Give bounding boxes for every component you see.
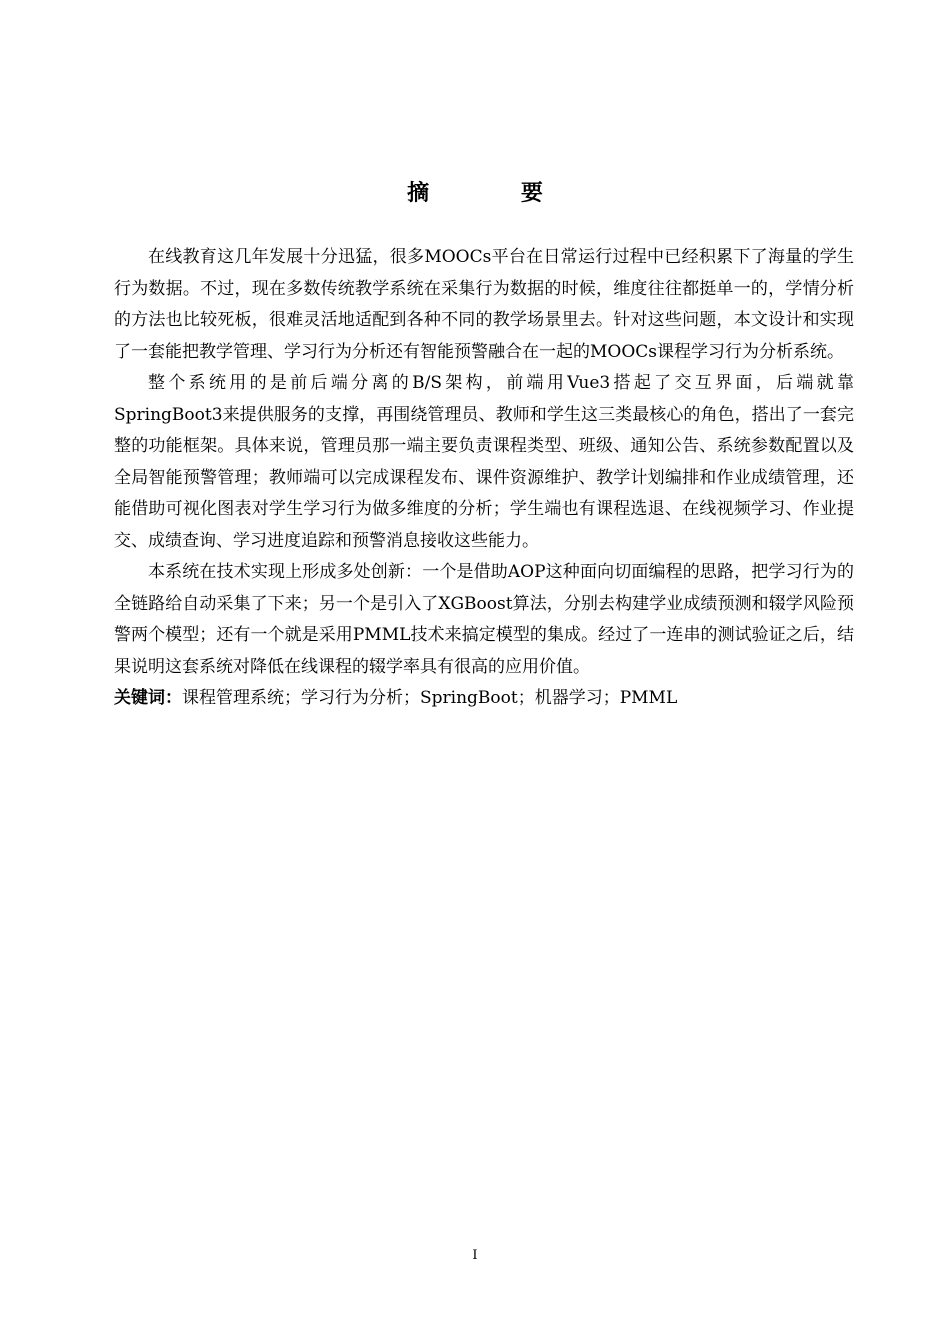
page-number: I [472,1248,478,1263]
abstract-body [114,242,854,715]
abstract-paragraph-2: 整个系统用的是前后端分离的B/S架构，前端用Vue3搭起了交互界面，后端就靠SpringBoot3来提供服务的支撑，再围绕管理员、教师和学生这三类最核心的角色，搭出了一套完整的功能框架。具体来说，管理员那一端主要负责课程类型、班级、通知公告、系统参数配置以及全局智能预警管理；教师端可以完成课程发布、课件资源维护、教学计划编排和作业成绩管理，还能借助可视化图表对学生学习行为做多维度的分析；学生端也有课程选退、在线视频学习、作业提交、成绩查询、学习进度追踪和预警消息接收这些能力。 [114,373,854,551]
abstract-title: 摘 要 [407,181,585,206]
keywords-label: 关键词： [114,688,182,708]
keywords-line [114,683,854,715]
abstract-paragraph-3: 本系统在技术实现上形成多处创新：一个是借助AOP这种面向切面编程的思路，把学习行为的全链路给自动采集了下来；另一个是引入了XGBoost算法，分别去构建学业成绩预测和辍学风险预警两个模型；还有一个就是采用PMML技术来搞定模型的集成。经过了一连串的测试验证之后，结果说明这套系统对降低在线课程的辍学率具有很高的应用价值。 [114,562,854,677]
keywords-text: 课程管理系统；学习行为分析；SpringBoot；机器学习；PMML [182,688,678,708]
abstract-paragraph-1: 在线教育这几年发展十分迅猛，很多MOOCs平台在日常运行过程中已经积累下了海量的学生行为数据。不过，现在多数传统教学系统在采集行为数据的时候，维度往往都挺单一的，学情分析的方法也比较死板，很难灵活地适配到各种不同的教学场景里去。针对这些问题，本文设计和实现了一套能把教学管理、学习行为分析还有智能预警融合在一起的MOOCs课程学习行为分析系统。 [114,247,854,362]
